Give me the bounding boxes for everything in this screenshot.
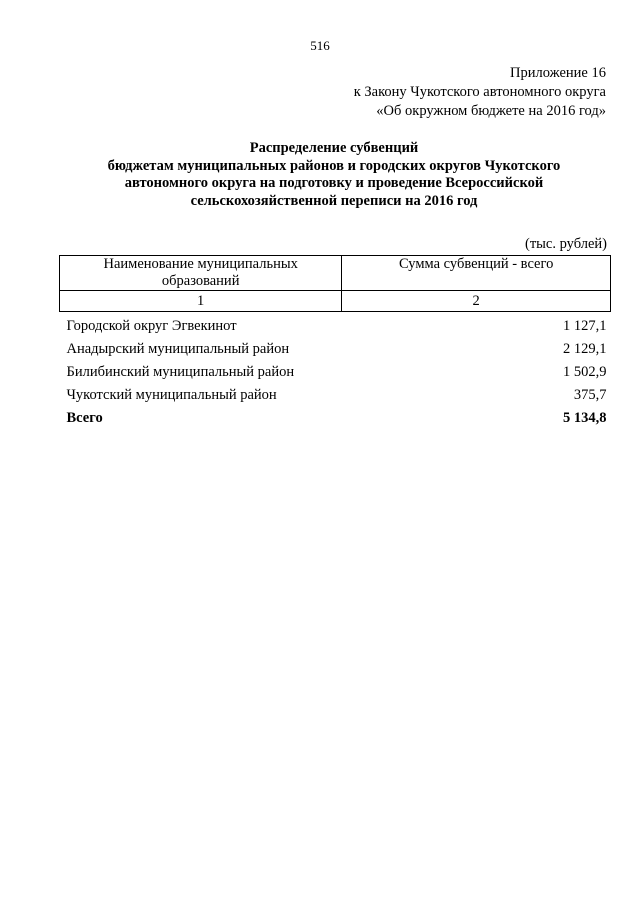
header-municipality-line-1: Наименование муниципальных [103,256,298,272]
row-value: 1 127,1 [563,318,607,334]
table-row [60,312,611,336]
row-name: Анадырский муниципальный район [66,341,290,357]
title-line-2: бюджетам муниципальных районов и городских округов Чукотского [107,157,561,174]
total-value: 5 134,8 [563,410,607,426]
appendix-line-2: к Закону Чукотского автономного округа [353,84,606,100]
row-name: Билибинский муниципальный район [66,364,295,380]
row-value: 1 502,9 [563,364,607,380]
header-amount: Сумма субвенций - всего [342,256,611,291]
column-number-1: 1 [60,291,342,312]
header-municipality-line-2: образований [161,273,240,289]
table-row [60,381,611,404]
row-name: Городской округ Эгвекинот [66,318,237,334]
appendix-line-1: Приложение 16 [510,65,606,81]
units-label: (тыс. рублей) [525,236,607,252]
document-title [60,140,608,210]
total-label: Всего [66,410,103,426]
column-number-row [60,291,611,312]
column-number-2: 2 [342,291,611,312]
title-line-3: автономного округа на подготовку и проведение Всероссийской [124,175,544,191]
table-row [60,358,611,381]
title-line-4: сельскохозяйственной переписи на 2016 год [190,192,478,209]
appendix-line-3: «Об окружном бюджете на 2016 год» [376,103,606,119]
table-row [60,335,611,358]
table-total-row [60,404,611,427]
row-value: 375,7 [573,387,607,403]
subventions-table [59,255,611,427]
appendix-block [354,64,606,121]
row-value: 2 129,1 [563,341,607,357]
table-header-row [60,256,611,291]
title-line-1: Распределение субвенций [249,140,419,156]
row-name: Чукотский муниципальный район [66,387,277,403]
header-municipality [60,256,342,291]
page-number: 516 [310,38,330,53]
